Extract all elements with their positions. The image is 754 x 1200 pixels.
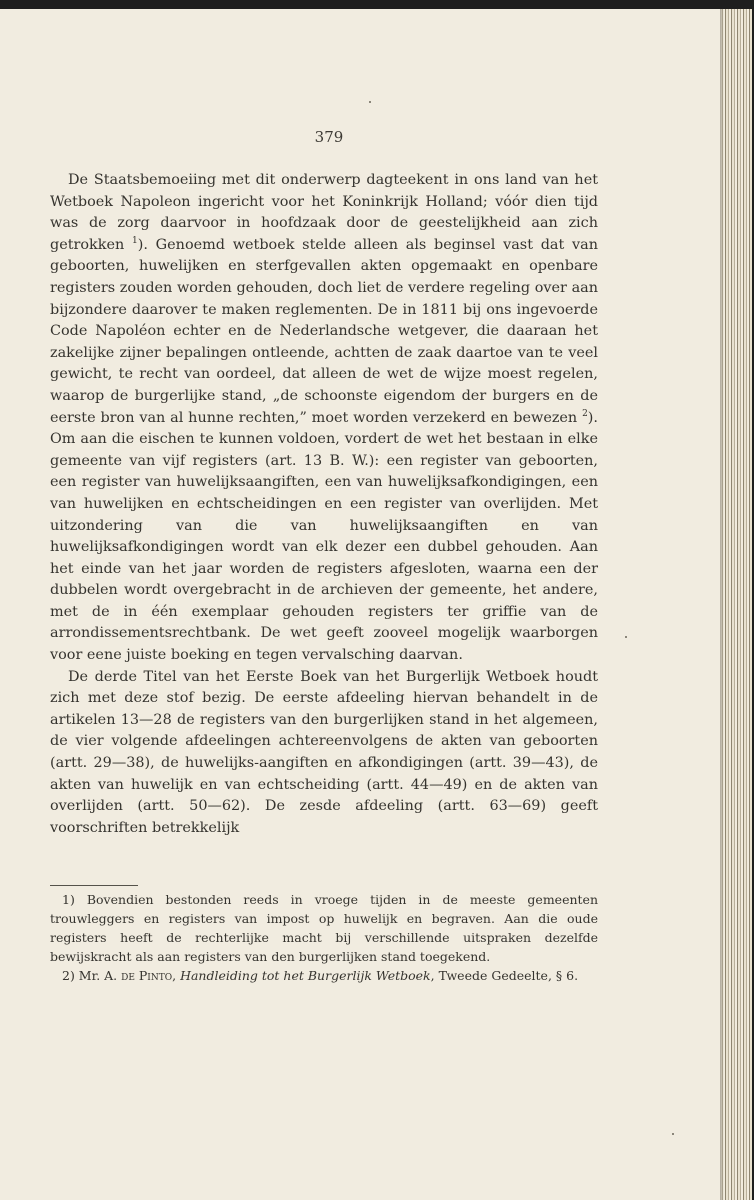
paper-speck xyxy=(369,101,371,103)
book-title: Handleiding tot het Burgerlijk Wetboek xyxy=(180,968,431,983)
text-run: , xyxy=(172,968,181,983)
footnote-1 xyxy=(50,890,598,966)
text-run: 1) Bovendien bestonden reeds in vroege tijden in de meeste gemeenten trouwleggers en registers van impost op huwelijk en begraven. Aan die oude registers heeft de rechterlijke macht bij verschillende uitspraken dezelfde bewijskracht als aan registers van den burgerlijken stand toegekend. xyxy=(50,892,598,964)
footnote-reference: 1 xyxy=(132,235,138,246)
text-run: , Tweede Gedeelte, § 6. xyxy=(430,968,579,983)
author-name: de Pinto xyxy=(121,968,173,983)
page-edges xyxy=(720,9,752,1200)
paragraph-2 xyxy=(50,667,598,840)
text-run: De Staatsbemoeiing met dit onderwerp dagteekent in ons land van het Wetboek Napoleon ingericht voor het Koninkrijk Holland; vóór dien tijd was de zorg daarvoor in hoofdzaak door de geestelijkheid aan zich getrokken xyxy=(50,172,598,253)
page-edge-shadow xyxy=(720,9,724,1200)
paper-speck xyxy=(625,636,627,638)
text-run: De derde Titel van het Eerste Boek van het Burgerlijk Wetboek houdt zich met deze stof bezig. De eerste afdeeling hiervan behandelt in de artikelen 13—28 de registers van den burgerlijken stand in het algemeen, de vier volgende afdeelingen achtereenvolgens de akten van geboorten (artt. 29—38), de huwelijks-aangiften en afkondigingen (artt. 39—43), de akten van huwelijk en van echtscheiding (artt. 44—49) en de akten van overlijden (artt. 50—62). De zesde afdeeling (artt. 63—69) geeft voorschriften betrekkelijk xyxy=(50,668,598,836)
body-text xyxy=(50,170,598,839)
text-run: ). Om aan die eischen te kunnen voldoen, vordert de wet het bestaan in elke gemeente van vijf registers (art. 13 B. W.): een register van geboorten, een register van huwelijksaangiften, een van huwelijksafkondigingen, een van huwelijken en echtscheidingen en een register van overlijden. Met uitzondering van die van huwelijksaangiften en van huwelijksafkondigingen wordt van elk dezer een dubbel gehouden. Aan het einde van het jaar worden de registers afgesloten, waarna een der dubbelen wordt overgebracht in de archieven der gemeente, het andere, met de in één exemplaar gehouden registers ter griffie van de arrondissementsrechtbank. De wet geeft zooveel mogelijk waarborgen voor eene juiste boeking en tegen vervalsching daarvan. xyxy=(50,409,598,664)
footnotes xyxy=(50,890,598,985)
text-run: 2) Mr. A. xyxy=(62,968,122,983)
text-run: ). Genoemd wetboek stelde alleen als beginsel vast dat van geboorten, huwelijken en sterfgevallen akten opgemaakt en openbare registers zouden worden gehouden, doch liet de verdere regeling over aan bijzondere daarover te maken reglementen. De in 1811 bij ons ingevoerde Code Napoléon echter en de Nederlandsche wetgever, die daaraan het zakelijke zijner bepalingen ontleende, achtten de zaak daartoe van te veel gewicht, te recht van oordeel, dat alleen de wet de wijze moest regelen, waarop de burgerlijke stand, „de schoonste eigendom der burgers en de eerste bron van al hunne rechten,” moet worden verzekerd en bewezen xyxy=(50,236,598,426)
page-number: 379 xyxy=(314,128,344,146)
paragraph-1 xyxy=(50,170,598,667)
paper-speck xyxy=(672,1133,674,1135)
footnote-2 xyxy=(50,966,598,985)
footnote-rule xyxy=(50,885,138,886)
footnote-reference: 2 xyxy=(582,408,588,419)
